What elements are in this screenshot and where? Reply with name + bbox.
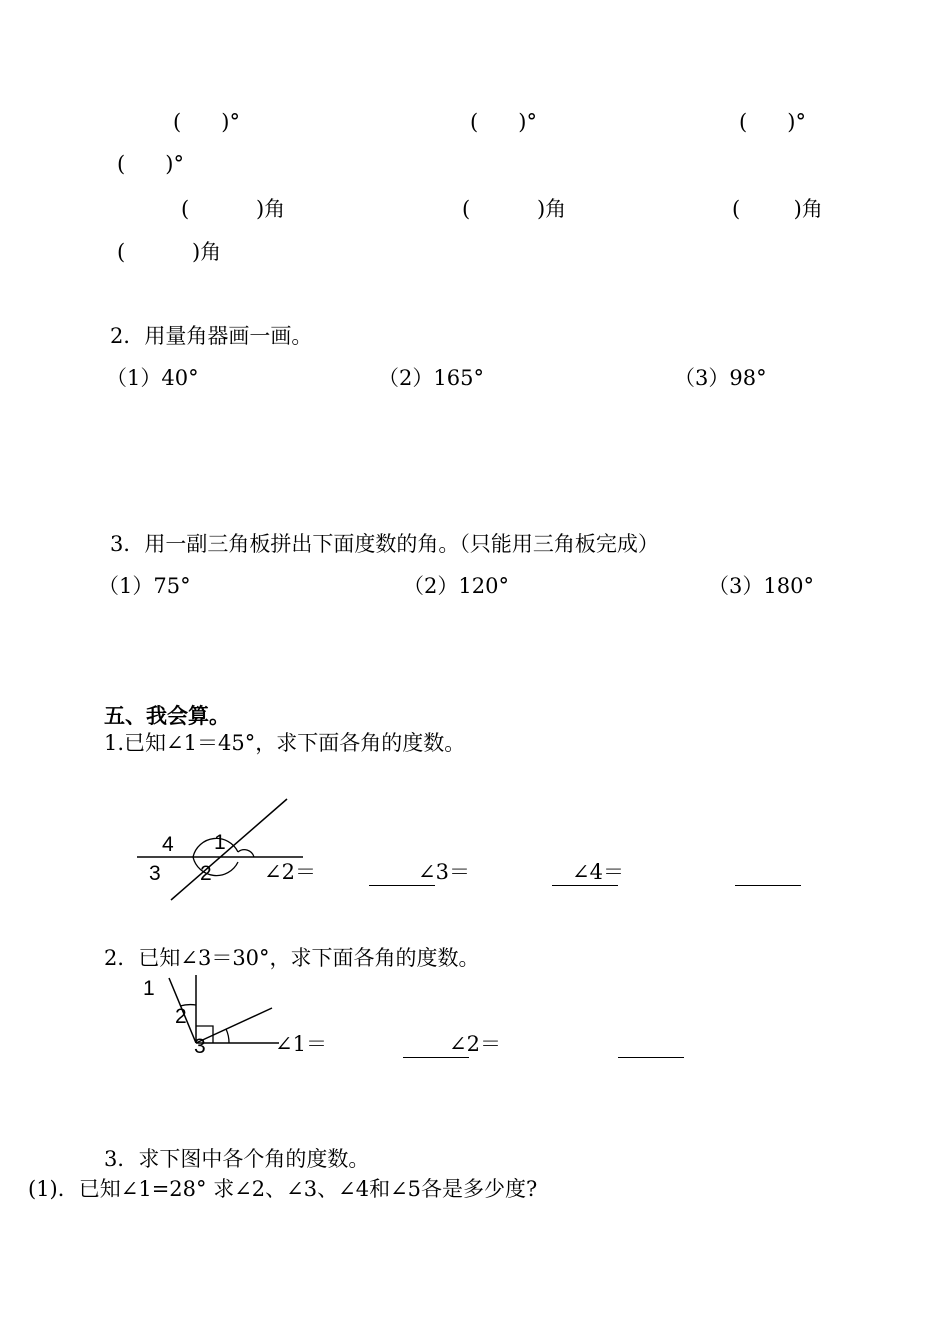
degree-blank-4: ( )° [117, 152, 184, 176]
angle-2b-blank: ∠2＝ [449, 1032, 501, 1056]
angle-kind-blank-4: ( )角 [117, 240, 222, 264]
degree-blank-2: ( )° [470, 110, 537, 134]
fig1-label-3: 3 [149, 862, 161, 885]
angle-2-blank: ∠2＝ [264, 860, 316, 884]
fig2-label-3: 3 [194, 1035, 206, 1058]
angle-3-blank: ∠3＝ [418, 860, 470, 884]
answer-line-angle-2b [618, 1057, 684, 1058]
s5-question-3-text: 3．求下图中各个角的度数。 [104, 1147, 370, 1171]
fig2-label-1: 1 [143, 977, 155, 1000]
s5-question-1-text: 1.已知∠1＝45°，求下面各角的度数。 [104, 731, 466, 755]
angle-kind-blank-1: ( )角 [181, 197, 286, 221]
angle-4-blank: ∠4＝ [572, 860, 624, 884]
degree-blank-1: ( )° [173, 110, 240, 134]
angle-kind-blank-2: ( )角 [462, 197, 567, 221]
degree-blank-3: ( )° [739, 110, 806, 134]
question-3-title: 3．用一副三角板拼出下面度数的角。（只能用三角板完成） [110, 532, 659, 556]
fig1-label-4: 4 [162, 833, 174, 856]
question-2-item-3: （3）98° [674, 366, 767, 390]
fig1-label-1: 1 [214, 831, 226, 854]
angle-1-blank: ∠1＝ [275, 1032, 327, 1056]
question-2-title: 2．用量角器画一画。 [110, 324, 313, 348]
question-3-item-1: （1）75° [98, 574, 191, 598]
answer-line-angle-1 [403, 1057, 469, 1058]
question-2-item-1: （1）40° [106, 366, 199, 390]
question-3-item-2: （2）120° [403, 574, 509, 598]
s5-question-2-text: 2．已知∠3＝30°，求下面各角的度数。 [104, 946, 480, 970]
fig2-label-2: 2 [175, 1005, 187, 1028]
fig1-label-2: 2 [200, 862, 212, 885]
angle-kind-blank-3: ( )角 [732, 197, 823, 221]
question-2-item-2: （2）165° [378, 366, 484, 390]
question-3-item-3: （3）180° [708, 574, 814, 598]
s5-question-3-sub1: (1)．已知∠1=28° 求∠2、∠3、∠4和∠5各是多少度? [28, 1177, 538, 1201]
section-5-heading: 五、我会算。 [104, 703, 230, 728]
